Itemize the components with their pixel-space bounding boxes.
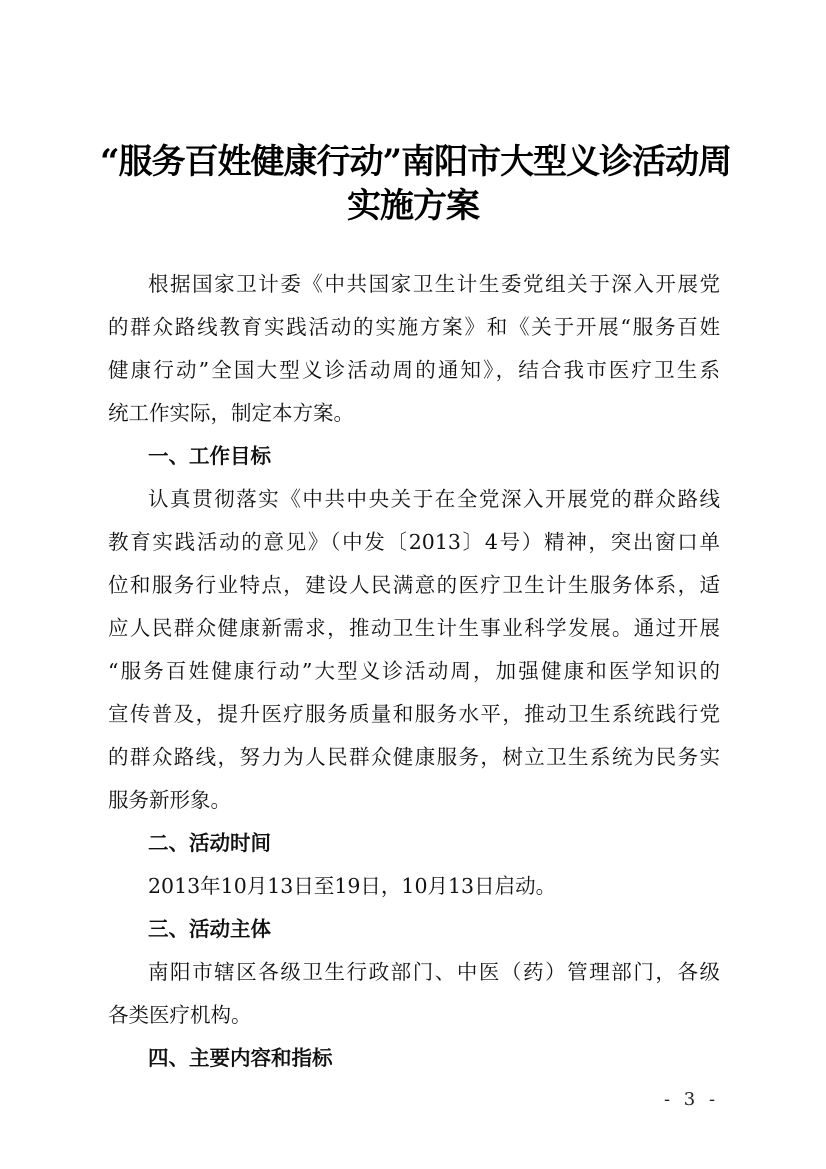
section-heading: 三、活动主体 (148, 917, 271, 941)
paragraph-line: 的群众路线教育实践活动的实施方案》和《关于开展“服务百姓 (108, 315, 720, 339)
section-heading: 二、活动时间 (148, 831, 271, 855)
paragraph-line: 教育实践活动的意见》（中发〔2013〕4号）精神，突出窗口单 (108, 530, 720, 554)
paragraph-line: 应人民群众健康新需求，推动卫生计生事业科学发展。通过开展 (108, 616, 720, 640)
paragraph-line: 统工作实际，制定本方案。 (108, 401, 354, 425)
paragraph-line: 根据国家卫计委《中共国家卫生计生委党组关于深入开展党 (148, 272, 720, 296)
paragraph-line: “服务百姓健康行动”大型义诊活动周，加强健康和医学知识的 (108, 659, 720, 683)
document-title: “服务百姓健康行动”南阳市大型义诊活动周 (100, 142, 732, 182)
paragraph-line: 各类医疗机构。 (108, 1003, 252, 1027)
page-number: - 3 - (664, 1089, 720, 1110)
paragraph-line: 位和服务行业特点，建设人民满意的医疗卫生计生服务体系，适 (108, 573, 720, 597)
document-subtitle: 实施方案 (347, 186, 479, 226)
section-heading: 四、主要内容和指标 (148, 1046, 333, 1070)
paragraph-line: 认真贯彻落实《中共中央关于在全党深入开展党的群众路线 (148, 487, 720, 511)
paragraph-line: 南阳市辖区各级卫生行政部门、中医（药）管理部门，各级 (148, 960, 720, 984)
paragraph-line: 健康行动”全国大型义诊活动周的通知》，结合我市医疗卫生系 (108, 358, 720, 382)
paragraph-line: 2013年10月13日至19日，10月13日启动。 (148, 874, 557, 898)
paragraph-line: 的群众路线，努力为人民群众健康服务，树立卫生系统为民务实 (108, 745, 720, 769)
paragraph-line: 宣传普及，提升医疗服务质量和服务水平，推动卫生系统践行党 (108, 702, 720, 726)
section-heading: 一、工作目标 (148, 444, 271, 468)
paragraph-line: 服务新形象。 (108, 788, 231, 812)
